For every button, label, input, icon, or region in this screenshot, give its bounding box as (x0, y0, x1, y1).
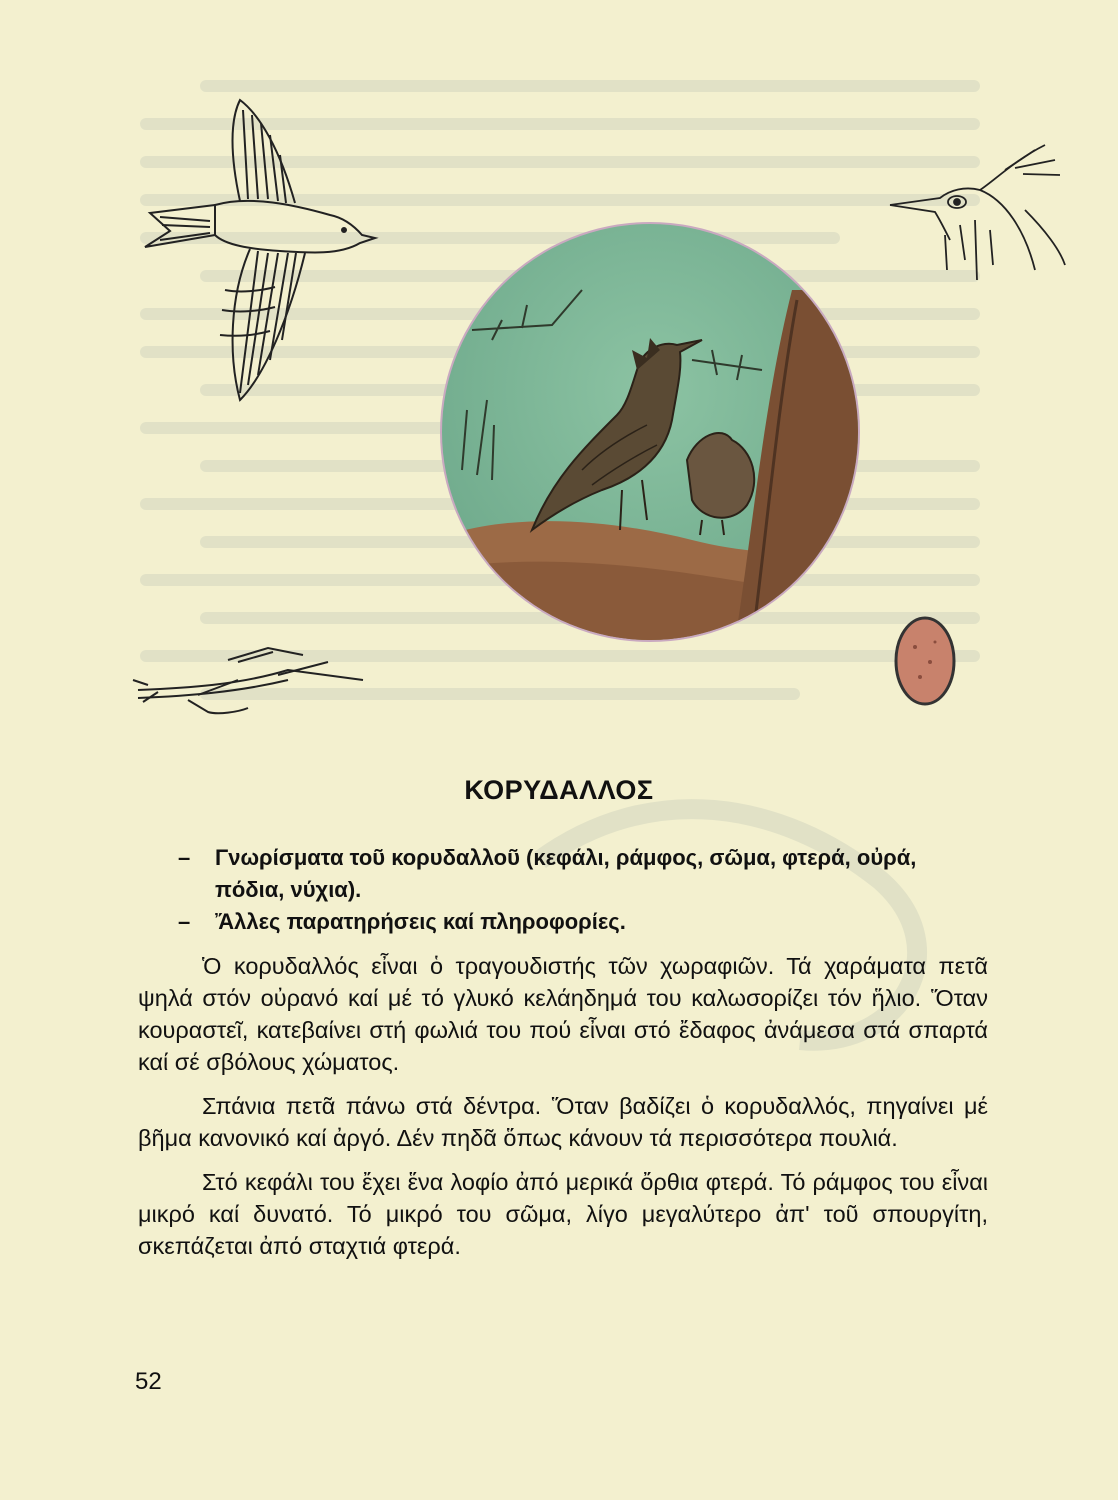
flying-lark-drawing (130, 95, 380, 425)
observation-list (178, 842, 978, 938)
lark-medallion-painting (432, 210, 872, 660)
lark-foot-drawing (128, 640, 373, 720)
dash-marker: – (178, 845, 191, 870)
lark-egg-drawing (890, 612, 960, 710)
list-item-text: Γνωρίσματα τοῦ κορυδαλλοῦ (κεφάλι, ράμφος, σῶμα, φτερά, οὐρά, πόδια, νύχια). (215, 845, 917, 902)
lark-head-drawing (885, 140, 1075, 290)
body-text (138, 950, 988, 1274)
dash-marker: – (178, 909, 191, 934)
list-item (178, 842, 978, 906)
paragraph: Ὁ κορυδαλλός εἶναι ὁ τραγουδιστής τῶν χωραφιῶν. Τά χαράματα πετᾶ ψηλά στόν οὐρανό καί μέ τό γλυκό κελάηδημά του καλωσορίζει τόν ἥλιο. Ὅταν κουραστεῖ, κατεβαίνει στή φωλιά του πού εἶναι στό ἔδαφος ἀνάμεσα στά σπαρτά καί σέ σβόλους χώματος. (138, 953, 988, 1075)
list-item-text: Ἄλλες παρατηρήσεις καί πληροφορίες. (215, 909, 626, 934)
paragraph: Σπάνια πετᾶ πάνω στά δέντρα. Ὅταν βαδίζει ὁ κορυδαλλός, πηγαίνει μέ βῆμα κανονικό καί ἀργό. Δέν πηδᾶ ὅπως κάνουν τά περισσότερα πουλιά. (138, 1093, 988, 1151)
page-number: 52 (135, 1368, 162, 1395)
page-title: ΚΟΡΥΔΑΛΛΟΣ (464, 775, 654, 805)
list-item (178, 906, 978, 938)
paragraph: Στό κεφάλι του ἔχει ἕνα λοφίο ἀπό μερικά ὄρθια φτερά. Τό ράμφος του εἶναι μικρό καί δυνατό. Τό μικρό του σῶμα, λίγο μεγαλύτερο ἀπ' τοῦ σπουργίτη, σκεπάζεται ἀπό σταχτιά φτερά. (138, 1169, 988, 1259)
